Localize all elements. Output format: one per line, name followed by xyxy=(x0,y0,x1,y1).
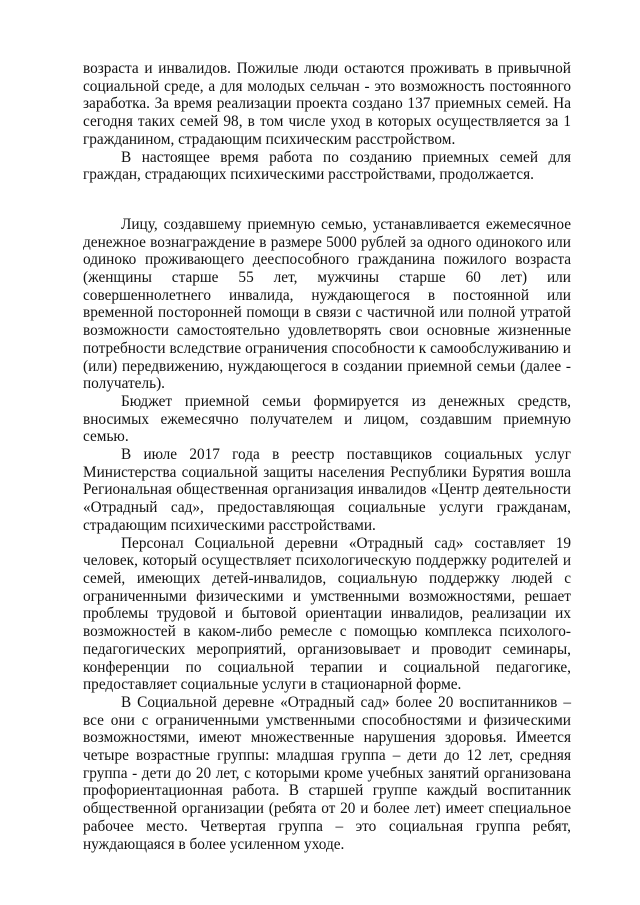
paragraph-remuneration: Лицу, создавшему приемную семью, устанавливается ежемесячное денежное вознаграждение в размере 5000 рублей за одного одинокого или одиноко проживающего дееспособного гражданина пожилого возраста (женщины старше 55 лет, мужчины старше 60 лет) или совершеннолетнего инвалида, нуждающегося в постоянной или временной посторонней помощи в связи с частичной или полной утратой возможности самостоятельно удовлетворять свои основные жизненные потребности вследствие ограничения способности к самообслуживанию и (или) передвижению, нуждающегося в создании приемной семьи (далее - получатель). xyxy=(83,215,571,393)
paragraph-registry: В июле 2017 года в реестр поставщиков социальных услуг Министерства социальной защиты населения Республики Бурятия вошла Региональная общественная организация инвалидов «Центр деятельности «Отрадный сад», предоставляющая социальные услуги гражданам, страдающим психическими расстройствами. xyxy=(83,446,571,534)
paragraph-foster-families-ongoing: В настоящее время работа по созданию приемных семей для граждан, страдающих психическими расстройствами, продолжается. xyxy=(83,148,571,184)
document-page xyxy=(83,60,571,853)
paragraph-staff: Персонал Социальной деревни «Отрадный сад» составляет 19 человек, который осуществляет психологическую поддержку родителей и семей, имеющих детей-инвалидов, социальную поддержку людей с ограниченными физическими и умственными возможностями, решает проблемы трудовой и бытовой ориентации инвалидов, реализации их возможностей в каком-либо ремесле с помощью комплекса психолого-педагогических мероприятий, организовывает и проводит семинары, конференции по социальной терапии и социальной педагогике, предоставляет социальные услуги в стационарной форме. xyxy=(83,534,571,694)
paragraph-continuation: возраста и инвалидов. Пожилые люди остаются проживать в привычной социальной среде, а для молодых сельчан - это возможность постоянного заработка. За время реализации проекта создано 137 приемных семей. На сегодня таких семей 98, в том числе уход в которых осуществляется за 1 гражданином, страдающим психическим расстройством. xyxy=(83,60,571,148)
paragraph-pupils: В Социальной деревне «Отрадный сад» более 20 воспитанников – все они с ограниченными умственными способностями и физическими возможностями, имеют множественные нарушения здоровья. Имеется четыре возрастные группы: младшая группа – дети до 12 лет, средняя группа - дети до 20 лет, с которыми кроме учебных занятий организована профориентационная работа. В старшей группе каждый воспитанник общественной организации (ребята от 20 и более лет) имеет специальное рабочее место. Четвертая группа – это социальная группа ребят, нуждающаяся в более усиленном уходе. xyxy=(83,693,571,853)
paragraph-spacer xyxy=(83,184,571,216)
paragraph-family-budget: Бюджет приемной семьи формируется из денежных средств, вносимых ежемесячно получателем и лицом, создавшим приемную семью. xyxy=(83,392,571,446)
